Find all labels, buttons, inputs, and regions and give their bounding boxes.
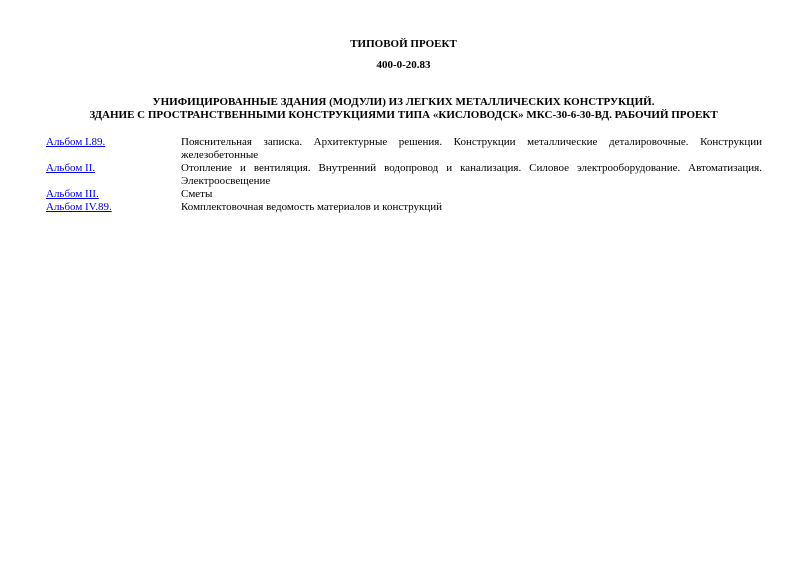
document-title: ТИПОВОЙ ПРОЕКТ (350, 38, 457, 50)
album-row (46, 188, 762, 201)
album-2-link[interactable]: Альбом II. (46, 162, 96, 174)
album-row (46, 201, 762, 214)
album-1-description: Пояснительная записка. Архитектурные решения. Конструкции металлические деталировочные. Конструкции железобетонные (181, 136, 762, 161)
album-list (46, 136, 762, 214)
project-heading-line-1: УНИФИЦИРОВАННЫЕ ЗДАНИЯ (МОДУЛИ) ИЗ ЛЕГКИХ МЕТАЛЛИЧЕСКИХ КОНСТРУКЦИЙ. (152, 96, 655, 108)
project-heading-line-2: ЗДАНИЕ С ПРОСТРАНСТВЕННЫМИ КОНСТРУКЦИЯМИ ТИПА «КИСЛОВОДСК» МКС-30-6-30-ВД. РАБОЧИЙ ПРОЕКТ (89, 109, 718, 121)
album-3-link[interactable]: Альбом III. (46, 188, 99, 200)
album-row (46, 136, 762, 162)
album-1-link[interactable]: Альбом I.89. (46, 136, 106, 148)
album-row (46, 162, 762, 188)
album-4-link[interactable]: Альбом IV.89. (46, 201, 112, 213)
project-code: 400-0-20.83 (376, 59, 431, 71)
album-3-description: Сметы (181, 188, 213, 200)
album-2-description: Отопление и вентиляция. Внутренний водопровод и канализация. Силовое электрооборудование. Автоматизация. Электроосвещение (181, 162, 762, 187)
album-4-description: Комплектовочная ведомость материалов и конструкций (181, 201, 443, 213)
